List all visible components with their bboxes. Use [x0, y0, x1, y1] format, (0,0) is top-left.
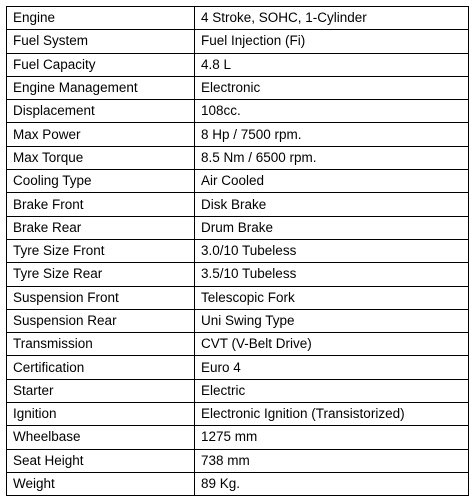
table-row — [7, 146, 469, 169]
spec-value: 1275 mm — [195, 426, 469, 449]
table-row — [7, 239, 469, 262]
spec-label: Tyre Size Front — [7, 239, 195, 262]
table-row — [7, 76, 469, 99]
spec-label: Suspension Front — [7, 286, 195, 309]
table-row — [7, 123, 469, 146]
spec-value: Uni Swing Type — [195, 309, 469, 332]
spec-table — [6, 6, 469, 496]
spec-value: Electronic — [195, 76, 469, 99]
table-row — [7, 30, 469, 53]
table-row — [7, 333, 469, 356]
spec-value: Fuel Injection (Fi) — [195, 30, 469, 53]
table-row — [7, 286, 469, 309]
spec-label: Displacement — [7, 100, 195, 123]
table-row — [7, 100, 469, 123]
table-row — [7, 216, 469, 239]
spec-value: Air Cooled — [195, 170, 469, 193]
spec-label: Starter — [7, 379, 195, 402]
spec-value: 738 mm — [195, 449, 469, 472]
spec-label: Transmission — [7, 333, 195, 356]
spec-value: CVT (V-Belt Drive) — [195, 333, 469, 356]
spec-label: Fuel System — [7, 30, 195, 53]
table-row — [7, 263, 469, 286]
spec-label: Engine — [7, 7, 195, 30]
spec-label: Engine Management — [7, 76, 195, 99]
spec-value: 4 Stroke, SOHC, 1-Cylinder — [195, 7, 469, 30]
spec-value: 3.5/10 Tubeless — [195, 263, 469, 286]
spec-value: 89 Kg. — [195, 472, 469, 495]
spec-value: Disk Brake — [195, 193, 469, 216]
table-row — [7, 193, 469, 216]
spec-label: Suspension Rear — [7, 309, 195, 332]
table-row — [7, 7, 469, 30]
spec-value: Drum Brake — [195, 216, 469, 239]
table-row — [7, 426, 469, 449]
spec-label: Ignition — [7, 403, 195, 426]
spec-label: Seat Height — [7, 449, 195, 472]
table-row — [7, 53, 469, 76]
spec-value: Electric — [195, 379, 469, 402]
spec-value: 108cc. — [195, 100, 469, 123]
spec-label: Max Power — [7, 123, 195, 146]
table-row — [7, 356, 469, 379]
spec-value: 4.8 L — [195, 53, 469, 76]
spec-label: Cooling Type — [7, 170, 195, 193]
spec-value: 8.5 Nm / 6500 rpm. — [195, 146, 469, 169]
spec-value: 3.0/10 Tubeless — [195, 239, 469, 262]
spec-label: Max Torque — [7, 146, 195, 169]
spec-label: Brake Rear — [7, 216, 195, 239]
table-row — [7, 309, 469, 332]
table-row — [7, 403, 469, 426]
table-row — [7, 449, 469, 472]
spec-value: Electronic Ignition (Transistorized) — [195, 403, 469, 426]
table-row — [7, 379, 469, 402]
spec-label: Weight — [7, 472, 195, 495]
spec-label: Fuel Capacity — [7, 53, 195, 76]
spec-label: Certification — [7, 356, 195, 379]
spec-label: Tyre Size Rear — [7, 263, 195, 286]
spec-value: Telescopic Fork — [195, 286, 469, 309]
spec-value: 8 Hp / 7500 rpm. — [195, 123, 469, 146]
spec-label: Wheelbase — [7, 426, 195, 449]
table-row — [7, 472, 469, 495]
spec-table-body — [7, 7, 469, 496]
table-row — [7, 170, 469, 193]
spec-value: Euro 4 — [195, 356, 469, 379]
spec-label: Brake Front — [7, 193, 195, 216]
